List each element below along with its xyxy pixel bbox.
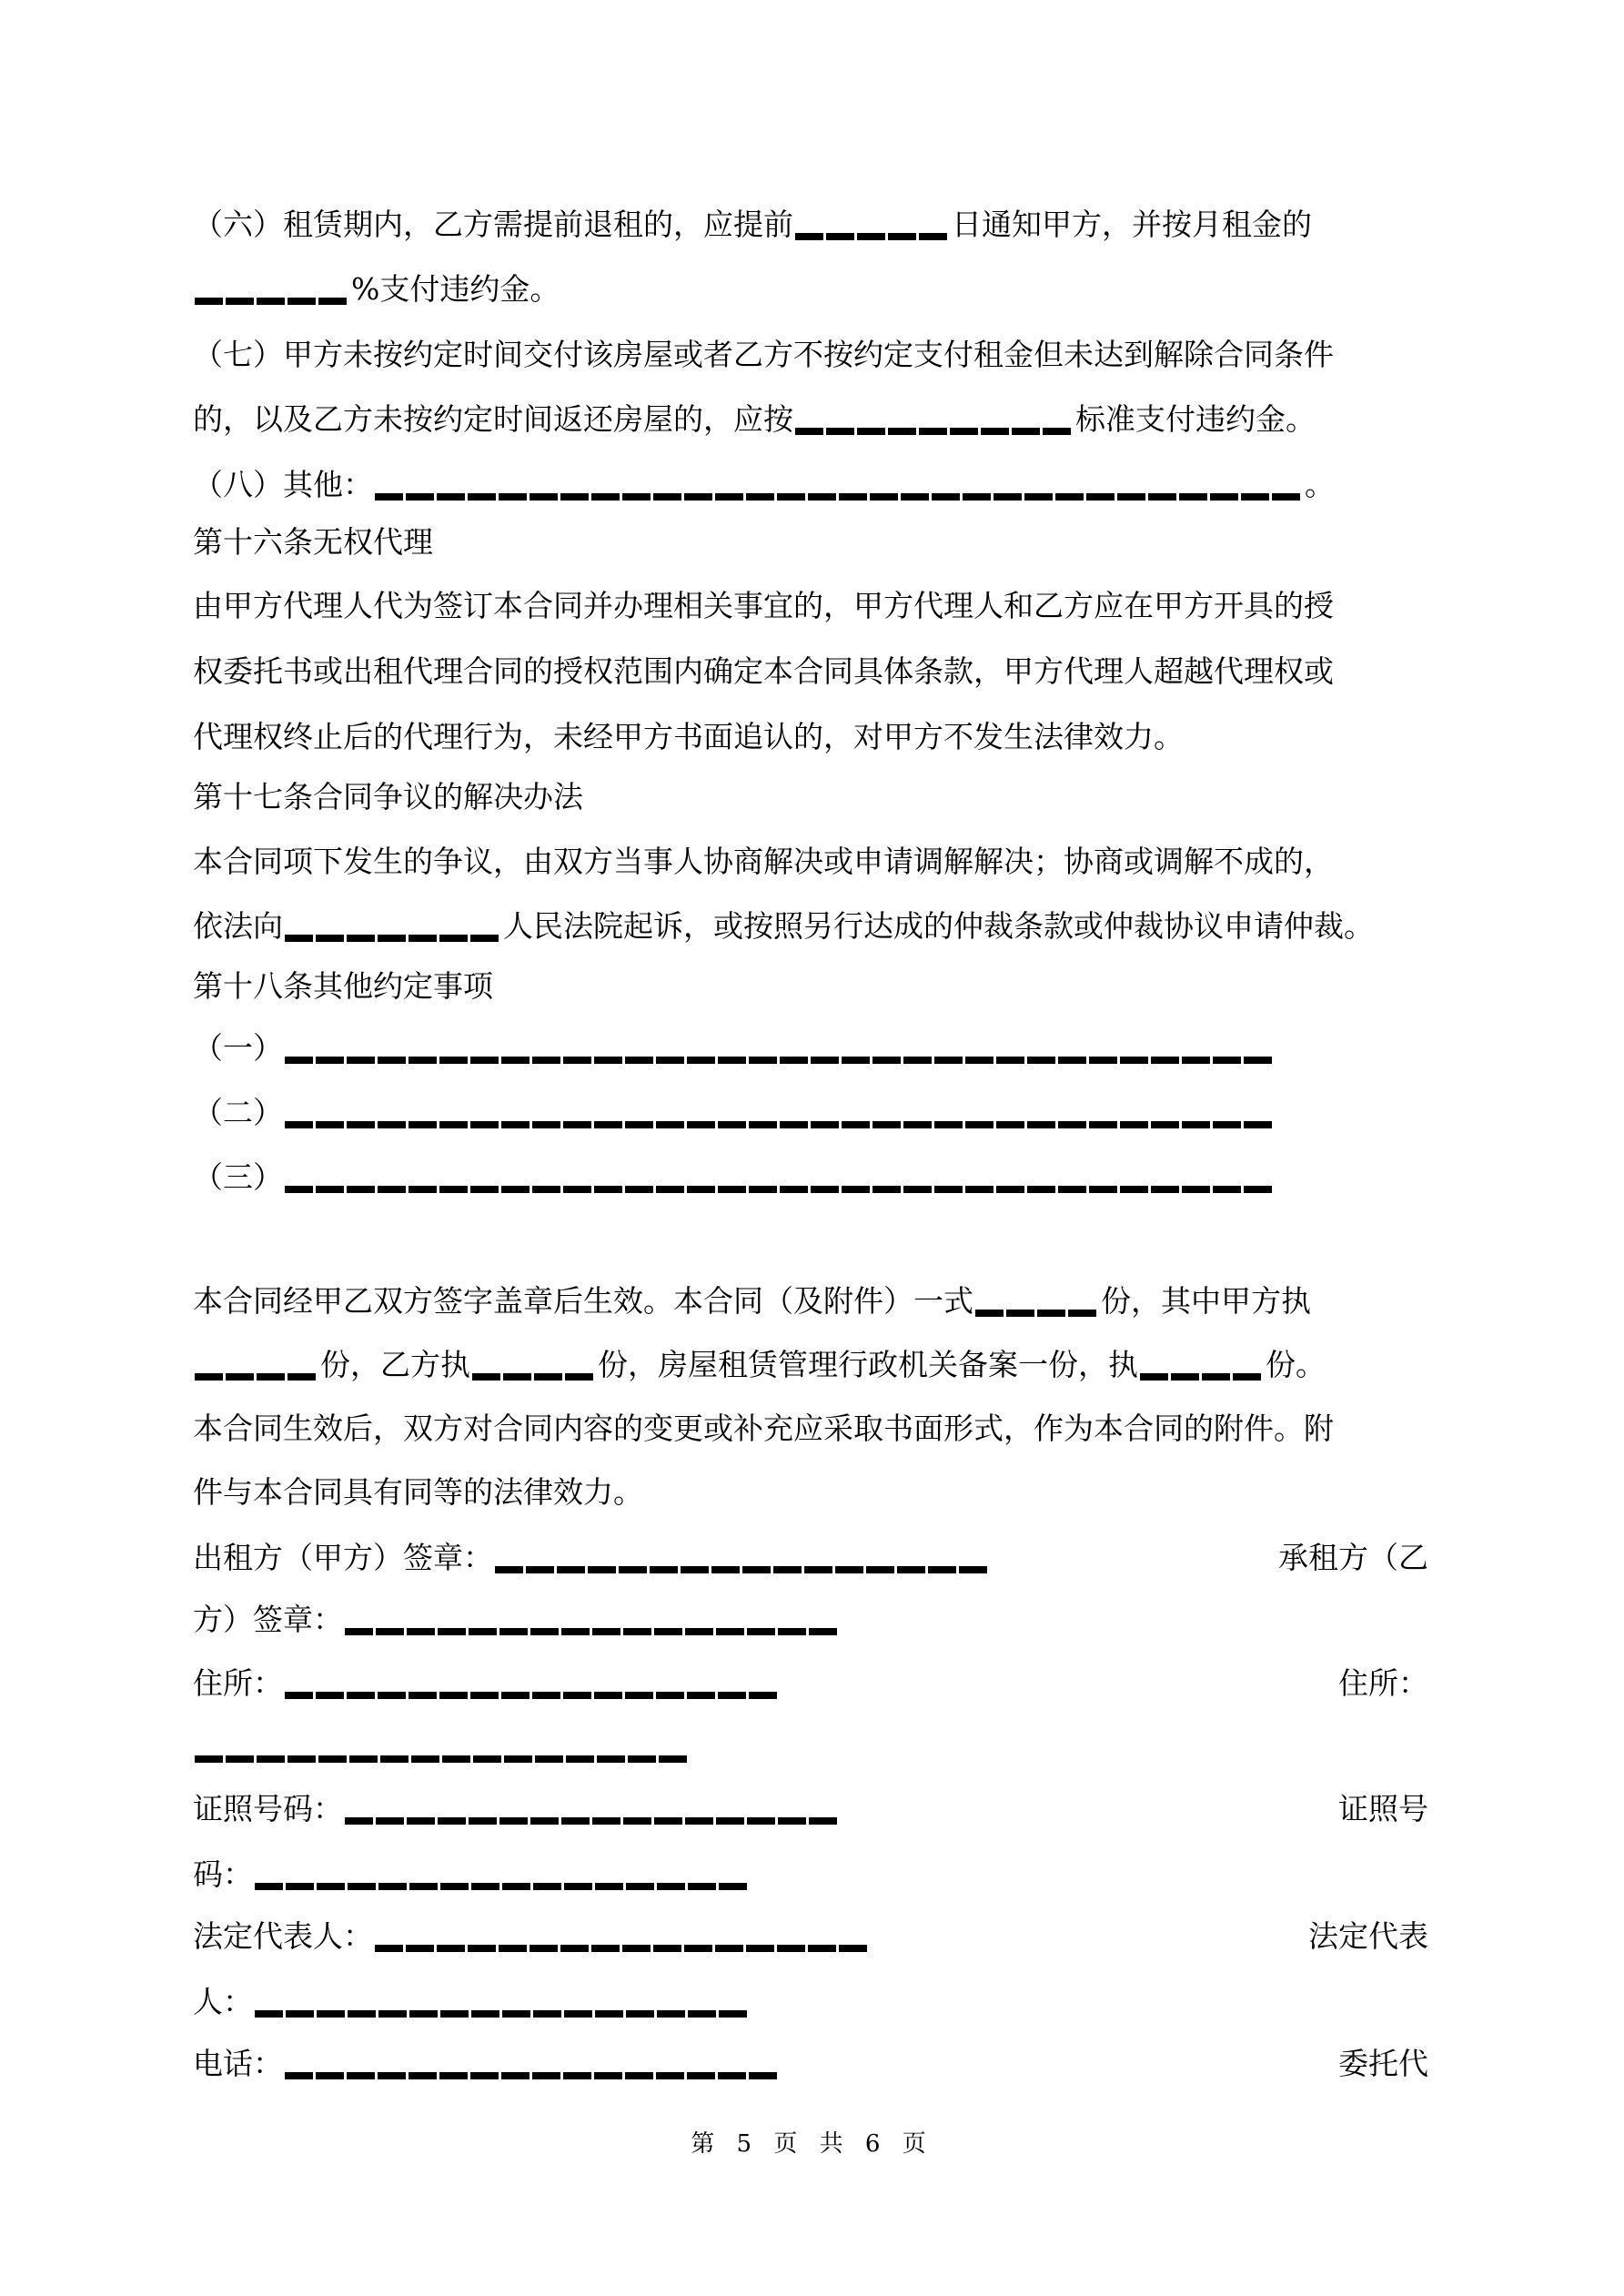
clause-text: 代理权终止后的代理行为，未经甲方书面追认的，对甲方不发生法律效力。 <box>193 719 1184 754</box>
clause-line <box>193 1158 1276 1198</box>
clause-text: 住所： <box>193 1665 283 1701</box>
fill-in-blank[interactable] <box>495 1566 990 1573</box>
clause-text: （六）租赁期内，乙方需提前退租的，应提前 <box>193 207 793 242</box>
clause-line <box>193 522 433 562</box>
fill-in-blank[interactable] <box>795 428 1074 435</box>
clause-line <box>193 269 560 309</box>
fill-in-blank[interactable] <box>345 1628 840 1635</box>
fill-in-blank[interactable] <box>345 1817 840 1825</box>
clause-text: 份。 <box>1266 1347 1326 1382</box>
clause-text: 份，乙方执 <box>320 1347 470 1382</box>
clause-text: 权委托书或出租代理合同的授权范围内确定本合同具体条款，甲方代理人超越代理权或 <box>193 653 1334 689</box>
fill-in-blank[interactable] <box>195 298 349 305</box>
clause-line <box>193 717 1184 757</box>
clause-line <box>193 1538 992 1578</box>
party-b-label: 承租方（乙 <box>1278 1540 1428 1575</box>
clause-line <box>193 400 1316 440</box>
clause-text: 份，房屋租赁管理行政机关备案一份，执 <box>598 1347 1138 1382</box>
clause-text: 电话： <box>193 2046 283 2081</box>
clause-line <box>193 1917 872 1957</box>
clause-line <box>193 586 1334 626</box>
clause-text: （三） <box>193 1159 283 1195</box>
fill-in-blank[interactable] <box>975 1310 1099 1317</box>
party-b-label: 委托代 <box>1338 2046 1428 2081</box>
clause-text: 依法向 <box>193 908 283 944</box>
clause-text: （七）甲方未按约定时间交付该房屋或者乙方不按约定支付租金但未达到解除合同条件 <box>193 337 1334 372</box>
clause-line <box>193 1472 643 1512</box>
clause-line <box>193 842 1334 882</box>
clause-line <box>193 652 1334 692</box>
fill-in-blank[interactable] <box>285 1121 1275 1128</box>
fill-in-blank[interactable] <box>472 1373 596 1381</box>
clause-text: 件与本合同具有同等的法律效力。 <box>193 1474 643 1510</box>
clause-line <box>193 1600 842 1640</box>
clause-text: （八）其他： <box>193 467 373 502</box>
clause-text: 。 <box>1305 467 1335 502</box>
clause-text: （二） <box>193 1095 283 1130</box>
clause-text: 标准支付违约金。 <box>1075 401 1316 437</box>
page-footer: 第 5 页 共 6 页 <box>691 2130 933 2158</box>
clause-line <box>193 1409 1334 1449</box>
fill-in-blank[interactable] <box>255 2010 750 2018</box>
fill-in-blank[interactable] <box>1140 1373 1264 1381</box>
fill-in-blank[interactable] <box>195 1755 690 1763</box>
clause-text: 份，其中甲方执 <box>1101 1283 1311 1319</box>
clause-line <box>193 777 583 817</box>
clause-line <box>193 465 1335 505</box>
party-b-label: 法定代表 <box>1308 1918 1428 1954</box>
clause-line <box>193 1982 751 2022</box>
clause-text: 本合同经甲乙双方签字盖章后生效。本合同（及附件）一式 <box>193 1283 973 1319</box>
clause-text: 的，以及乙方未按约定时间返还房屋的，应按 <box>193 401 793 437</box>
fill-in-blank[interactable] <box>375 493 1303 501</box>
clause-text: 方）签章： <box>193 1602 343 1637</box>
clause-line <box>193 1281 1311 1321</box>
clause-text: 人民法院起诉，或按照另行达成的仲裁条款或仲裁协议申请仲裁。 <box>503 908 1374 944</box>
clause-text: 本合同生效后，双方对合同内容的变更或补充应采取书面形式，作为本合同的附件。附 <box>193 1411 1334 1446</box>
clause-text: 本合同项下发生的争议，由双方当事人协商解决或申请调解解决；协商或调解不成的， <box>193 844 1334 879</box>
clause-text: 第十六条无权代理 <box>193 524 433 560</box>
fill-in-blank[interactable] <box>285 1057 1275 1064</box>
clause-line <box>193 1789 842 1829</box>
party-b-label: 住所： <box>1338 1665 1428 1701</box>
fill-in-blank[interactable] <box>285 935 501 942</box>
clause-line <box>193 1664 782 1704</box>
clause-text: 证照号码： <box>193 1791 343 1826</box>
fill-in-blank[interactable] <box>285 1186 1275 1193</box>
fill-in-blank[interactable] <box>255 1883 750 1890</box>
clause-text: 由甲方代理人代为签订本合同并办理相关事宜的，甲方代理人和乙方应在甲方开具的授 <box>193 588 1334 623</box>
clause-line <box>193 966 493 1006</box>
clause-text: 出租方（甲方）签章： <box>193 1540 493 1575</box>
clause-line <box>193 1028 1276 1068</box>
clause-text: 第十七条合同争议的解决办法 <box>193 779 583 814</box>
clause-text: 法定代表人： <box>193 1918 373 1954</box>
fill-in-blank[interactable] <box>285 2072 780 2079</box>
clause-text: %支付违约金。 <box>351 271 560 307</box>
fill-in-blank[interactable] <box>195 1373 318 1381</box>
clause-line <box>193 335 1334 375</box>
clause-text: 码： <box>193 1856 253 1892</box>
clause-line <box>193 205 1312 245</box>
clause-text: 人： <box>193 1984 253 2019</box>
clause-line <box>193 1727 691 1767</box>
fill-in-blank[interactable] <box>285 1692 780 1699</box>
clause-line <box>193 2044 782 2084</box>
fill-in-blank[interactable] <box>375 1945 870 1952</box>
fill-in-blank[interactable] <box>795 233 950 240</box>
clause-line <box>193 1093 1276 1133</box>
clause-line <box>193 1345 1326 1385</box>
party-b-label: 证照号 <box>1338 1791 1428 1826</box>
clause-line <box>193 1855 751 1895</box>
clause-text: 日通知甲方，并按月租金的 <box>952 207 1312 242</box>
clause-line <box>193 906 1374 946</box>
clause-text: 第十八条其他约定事项 <box>193 968 493 1004</box>
clause-text: （一） <box>193 1030 283 1066</box>
